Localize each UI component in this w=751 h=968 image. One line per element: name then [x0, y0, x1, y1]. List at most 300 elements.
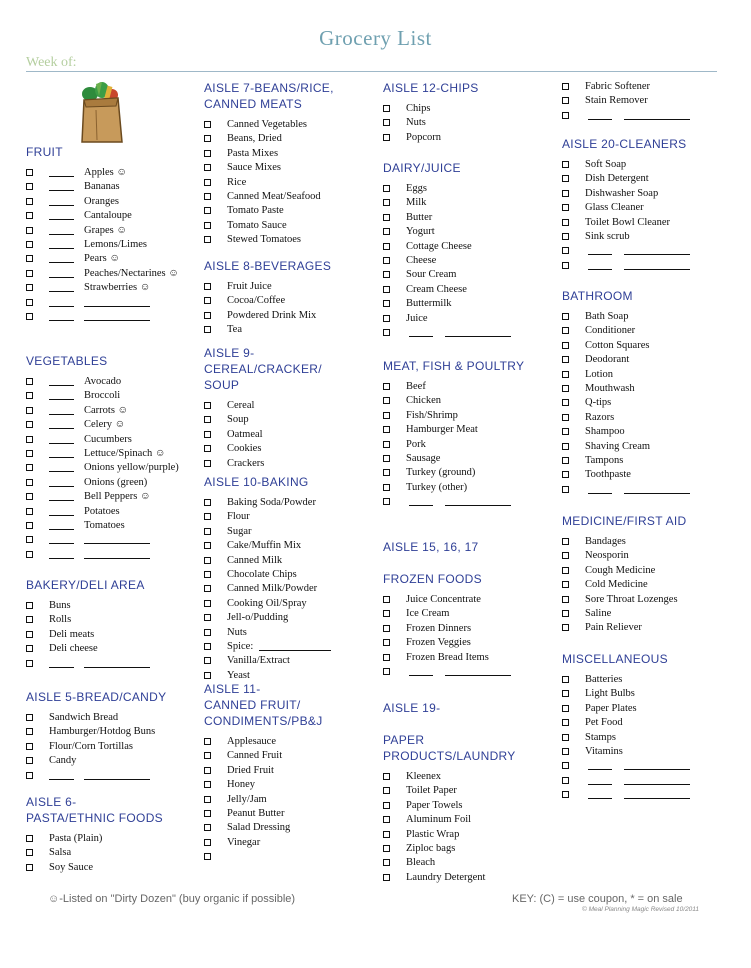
item-checkbox[interactable]	[562, 371, 569, 378]
quantity-blank[interactable]	[49, 529, 74, 530]
list-item	[383, 394, 548, 408]
list-item	[383, 131, 548, 145]
quantity-blank[interactable]	[49, 558, 74, 559]
section-heading: VEGETABLES	[26, 354, 108, 368]
list-item	[562, 201, 727, 215]
list-item	[26, 461, 191, 475]
item-checkbox[interactable]	[204, 164, 211, 171]
item-checkbox[interactable]	[26, 299, 33, 306]
item-checkbox[interactable]	[562, 342, 569, 349]
item-checkbox[interactable]	[204, 781, 211, 788]
list-item	[204, 793, 369, 807]
list-item	[562, 411, 727, 425]
item-checkbox[interactable]	[26, 714, 33, 721]
list-item	[383, 856, 548, 870]
item-checkbox[interactable]	[562, 83, 569, 90]
list-item	[383, 438, 548, 452]
item-checkbox[interactable]	[26, 436, 33, 443]
spice-blank[interactable]	[259, 650, 331, 651]
item-checkbox[interactable]	[204, 402, 211, 409]
item-checkbox[interactable]	[204, 121, 211, 128]
item-checkbox[interactable]	[26, 602, 33, 609]
list-item	[26, 490, 191, 504]
item-checkbox[interactable]	[26, 183, 33, 190]
quantity-blank[interactable]	[49, 667, 74, 668]
section-heading: AISLE 15, 16, 17	[383, 540, 479, 554]
item-label: Applesauce	[227, 736, 276, 747]
item-checkbox[interactable]	[562, 777, 569, 784]
item-checkbox[interactable]	[562, 762, 569, 769]
item-label: Aluminum Foil	[406, 814, 472, 826]
list-item	[383, 636, 548, 650]
list-item	[204, 611, 369, 625]
item-checkbox[interactable]	[26, 212, 33, 219]
item-checkbox[interactable]	[562, 97, 569, 104]
write-in-blank[interactable]	[84, 306, 150, 307]
item-checkbox[interactable]	[204, 460, 211, 467]
item-checkbox[interactable]	[562, 567, 569, 574]
item-checkbox[interactable]	[204, 416, 211, 423]
item-checkbox[interactable]	[383, 469, 390, 476]
quantity-blank[interactable]	[49, 500, 74, 501]
write-in-blank[interactable]	[624, 798, 690, 799]
item-checkbox[interactable]	[383, 787, 390, 794]
item-label: Razors	[585, 411, 615, 423]
item-checkbox[interactable]	[383, 315, 390, 322]
quantity-blank[interactable]	[49, 515, 74, 516]
quantity-blank[interactable]	[588, 493, 612, 494]
quantity-blank[interactable]	[49, 234, 74, 235]
write-in-blank[interactable]	[624, 119, 690, 120]
item-checkbox[interactable]	[562, 190, 569, 197]
list-item	[26, 238, 191, 252]
list-item	[562, 158, 727, 172]
item-label: Tampons	[585, 455, 624, 466]
quantity-blank[interactable]	[49, 291, 74, 292]
item-checkbox[interactable]	[26, 313, 33, 320]
item-checkbox[interactable]	[204, 513, 211, 520]
item-checkbox[interactable]	[26, 757, 33, 764]
item-checkbox[interactable]	[562, 161, 569, 168]
write-in-blank[interactable]	[84, 779, 150, 780]
list-item	[562, 745, 727, 759]
item-checkbox[interactable]	[204, 824, 211, 831]
item-checkbox[interactable]	[26, 631, 33, 638]
item-label: Powdered Drink Mix	[227, 309, 317, 321]
item-label: Paper Plates	[585, 702, 637, 714]
write-in-blank[interactable]	[84, 543, 150, 544]
item-label: Jell-o/Pudding	[227, 612, 289, 624]
item-checkbox[interactable]	[383, 441, 390, 448]
write-in-blank[interactable]	[624, 769, 690, 770]
item-checkbox[interactable]	[562, 356, 569, 363]
item-checkbox[interactable]	[204, 657, 211, 664]
list-item	[562, 687, 727, 701]
item-checkbox[interactable]	[383, 119, 390, 126]
item-checkbox[interactable]	[383, 845, 390, 852]
item-checkbox[interactable]	[562, 428, 569, 435]
quantity-blank[interactable]	[49, 219, 74, 220]
item-label: Cereal	[227, 400, 255, 411]
item-checkbox[interactable]	[562, 399, 569, 406]
item-checkbox[interactable]	[562, 262, 569, 269]
item-checkbox[interactable]	[26, 522, 33, 529]
item-checkbox[interactable]	[562, 610, 569, 617]
item-checkbox[interactable]	[204, 796, 211, 803]
item-checkbox[interactable]	[204, 326, 211, 333]
item-checkbox[interactable]	[383, 625, 390, 632]
item-checkbox[interactable]	[26, 835, 33, 842]
item-checkbox[interactable]	[204, 499, 211, 506]
item-label: Pet Food	[585, 717, 623, 729]
write-in-blank[interactable]	[445, 336, 511, 337]
item-label: Cold Medicine	[585, 579, 648, 591]
item-label: Eggs	[406, 183, 427, 194]
item-checkbox[interactable]	[562, 112, 569, 119]
item-checkbox[interactable]	[26, 392, 33, 399]
quantity-blank[interactable]	[588, 119, 612, 120]
list-item	[26, 861, 191, 875]
item-checkbox[interactable]	[383, 802, 390, 809]
list-item	[204, 568, 369, 582]
item-checkbox[interactable]	[383, 105, 390, 112]
list-item	[204, 457, 369, 471]
item-checkbox[interactable]	[26, 407, 33, 414]
item-checkbox[interactable]	[383, 816, 390, 823]
list-item	[26, 476, 191, 490]
item-checkbox[interactable]	[204, 297, 211, 304]
item-checkbox[interactable]	[383, 831, 390, 838]
item-checkbox[interactable]	[562, 327, 569, 334]
item-checkbox[interactable]	[383, 596, 390, 603]
item-checkbox[interactable]	[204, 431, 211, 438]
item-label: Cotton Squares	[585, 339, 650, 351]
write-in-blank[interactable]	[84, 667, 150, 668]
item-checkbox[interactable]	[204, 810, 211, 817]
item-checkbox[interactable]	[26, 169, 33, 176]
item-checkbox[interactable]	[26, 450, 33, 457]
item-checkbox[interactable]	[26, 508, 33, 515]
item-checkbox[interactable]	[562, 690, 569, 697]
item-checkbox[interactable]	[562, 538, 569, 545]
item-checkbox[interactable]	[204, 839, 211, 846]
item-checkbox[interactable]	[562, 219, 569, 226]
write-in-blank[interactable]	[624, 493, 690, 494]
list-item	[383, 607, 548, 621]
quantity-blank[interactable]	[49, 306, 74, 307]
section-heading: CEREAL/CRACKER/	[204, 362, 322, 376]
item-checkbox[interactable]	[383, 397, 390, 404]
quantity-blank[interactable]	[588, 254, 612, 255]
list-item	[26, 281, 191, 295]
item-checkbox[interactable]	[562, 581, 569, 588]
item-checkbox[interactable]	[383, 228, 390, 235]
list-item	[383, 380, 548, 394]
item-label: Lettuce/Spinach ☺	[84, 448, 166, 459]
item-checkbox[interactable]	[562, 385, 569, 392]
item-checkbox[interactable]	[204, 135, 211, 142]
item-label: Bananas	[84, 181, 120, 193]
item-checkbox[interactable]	[383, 654, 390, 661]
list-item	[26, 642, 191, 656]
item-checkbox[interactable]	[562, 233, 569, 240]
quantity-blank[interactable]	[588, 269, 612, 270]
item-checkbox[interactable]	[562, 486, 569, 493]
item-checkbox[interactable]	[204, 283, 211, 290]
item-checkbox[interactable]	[204, 179, 211, 186]
quantity-blank[interactable]	[49, 457, 74, 458]
item-checkbox[interactable]	[383, 329, 390, 336]
item-checkbox[interactable]	[562, 705, 569, 712]
quantity-blank[interactable]	[49, 248, 74, 249]
item-checkbox[interactable]	[562, 596, 569, 603]
item-label: Bath Soap	[585, 311, 629, 322]
item-checkbox[interactable]	[204, 614, 211, 621]
item-checkbox[interactable]	[204, 222, 211, 229]
write-in-blank[interactable]	[445, 505, 511, 506]
item-checkbox[interactable]	[383, 286, 390, 293]
item-checkbox[interactable]	[562, 719, 569, 726]
item-checkbox[interactable]	[562, 552, 569, 559]
item-checkbox[interactable]	[383, 773, 390, 780]
list-item	[26, 224, 191, 238]
write-in-blank[interactable]	[624, 784, 690, 785]
item-checkbox[interactable]	[562, 414, 569, 421]
item-checkbox[interactable]	[26, 864, 33, 871]
quantity-blank[interactable]	[49, 779, 74, 780]
list-item	[26, 166, 191, 180]
list-item	[383, 225, 548, 239]
item-label: Toilet Paper	[406, 785, 457, 797]
item-checkbox[interactable]	[204, 643, 211, 650]
item-label: Buttermilk	[406, 298, 452, 310]
quantity-blank[interactable]	[49, 543, 74, 544]
item-checkbox[interactable]	[562, 734, 569, 741]
item-checkbox[interactable]	[26, 743, 33, 750]
item-checkbox[interactable]	[204, 629, 211, 636]
list-item	[383, 593, 548, 607]
list-item	[562, 259, 727, 273]
quantity-blank[interactable]	[49, 385, 74, 386]
item-checkbox[interactable]	[383, 668, 390, 675]
list-item	[383, 651, 548, 665]
item-checkbox[interactable]	[26, 378, 33, 385]
item-checkbox[interactable]	[383, 610, 390, 617]
item-checkbox[interactable]	[204, 767, 211, 774]
item-checkbox[interactable]	[204, 150, 211, 157]
item-checkbox[interactable]	[26, 270, 33, 277]
item-checkbox[interactable]	[26, 421, 33, 428]
section-heading: PRODUCTS/LAUNDRY	[383, 749, 516, 763]
item-checkbox[interactable]	[204, 672, 211, 679]
item-label: Turkey (ground)	[406, 467, 476, 479]
item-checkbox[interactable]	[26, 479, 33, 486]
item-checkbox[interactable]	[383, 300, 390, 307]
item-checkbox[interactable]	[26, 493, 33, 500]
item-checkbox[interactable]	[204, 193, 211, 200]
item-checkbox[interactable]	[562, 624, 569, 631]
item-checkbox[interactable]	[383, 639, 390, 646]
quantity-blank[interactable]	[49, 471, 74, 472]
week-of-label: Week of:	[26, 55, 77, 70]
item-label: Juice	[406, 312, 428, 324]
item-checkbox[interactable]	[26, 772, 33, 779]
quantity-blank[interactable]	[588, 784, 612, 785]
write-in-blank[interactable]	[445, 675, 511, 676]
item-checkbox[interactable]	[26, 616, 33, 623]
item-checkbox[interactable]	[26, 849, 33, 856]
quantity-blank[interactable]	[49, 190, 74, 191]
item-checkbox[interactable]	[383, 484, 390, 491]
item-label: Fish/Shrimp	[406, 409, 458, 421]
quantity-blank[interactable]	[409, 675, 433, 676]
item-checkbox[interactable]	[204, 738, 211, 745]
item-label: Beans, Dried	[227, 133, 282, 145]
quantity-blank[interactable]	[49, 486, 74, 487]
item-checkbox[interactable]	[204, 853, 211, 860]
item-checkbox[interactable]	[26, 728, 33, 735]
write-in-blank[interactable]	[624, 269, 690, 270]
item-checkbox[interactable]	[562, 791, 569, 798]
item-label: Stain Remover	[585, 95, 648, 107]
item-checkbox[interactable]	[204, 312, 211, 319]
item-checkbox[interactable]	[26, 660, 33, 667]
quantity-blank[interactable]	[49, 176, 74, 177]
quantity-blank[interactable]	[49, 414, 74, 415]
list-item	[26, 195, 191, 209]
quantity-blank[interactable]	[49, 320, 74, 321]
list-item	[383, 268, 548, 282]
item-checkbox[interactable]	[204, 445, 211, 452]
list-item	[562, 94, 727, 108]
item-checkbox[interactable]	[562, 443, 569, 450]
item-checkbox[interactable]	[383, 134, 390, 141]
item-label: Salsa	[49, 847, 72, 859]
item-checkbox[interactable]	[26, 284, 33, 291]
item-label: Lemons/Limes	[84, 239, 147, 250]
quantity-blank[interactable]	[588, 769, 612, 770]
item-checkbox[interactable]	[562, 313, 569, 320]
item-checkbox[interactable]	[26, 536, 33, 543]
item-checkbox[interactable]	[26, 198, 33, 205]
item-checkbox[interactable]	[204, 207, 211, 214]
item-checkbox[interactable]	[383, 271, 390, 278]
list-item	[204, 582, 369, 596]
write-in-blank[interactable]	[84, 320, 150, 321]
item-checkbox[interactable]	[562, 748, 569, 755]
item-label: Popcorn	[406, 131, 441, 143]
item-checkbox[interactable]	[204, 752, 211, 759]
item-checkbox[interactable]	[26, 551, 33, 558]
item-checkbox[interactable]	[383, 257, 390, 264]
item-label: Strawberries ☺	[84, 282, 151, 294]
item-label: Buns	[49, 600, 71, 611]
item-checkbox[interactable]	[204, 571, 211, 578]
item-checkbox[interactable]	[383, 874, 390, 881]
item-checkbox[interactable]	[562, 247, 569, 254]
item-checkbox[interactable]	[562, 457, 569, 464]
quantity-blank[interactable]	[49, 399, 74, 400]
list-item	[383, 828, 548, 842]
quantity-blank[interactable]	[49, 262, 74, 263]
item-checkbox[interactable]	[383, 859, 390, 866]
item-label: Cream Cheese	[406, 283, 467, 295]
item-checkbox[interactable]	[383, 185, 390, 192]
item-checkbox[interactable]	[383, 243, 390, 250]
write-in-blank[interactable]	[624, 254, 690, 255]
item-checkbox[interactable]	[562, 471, 569, 478]
quantity-blank[interactable]	[49, 205, 74, 206]
list-item	[204, 539, 369, 553]
item-checkbox[interactable]	[383, 214, 390, 221]
item-label: Canned Milk/Powder	[227, 583, 318, 595]
list-item	[383, 466, 548, 480]
item-checkbox[interactable]	[383, 412, 390, 419]
item-checkbox[interactable]	[26, 241, 33, 248]
write-in-blank[interactable]	[84, 558, 150, 559]
item-checkbox[interactable]	[204, 528, 211, 535]
list-item	[562, 549, 727, 563]
item-checkbox[interactable]	[204, 557, 211, 564]
item-checkbox[interactable]	[26, 227, 33, 234]
list-item	[383, 196, 548, 210]
item-checkbox[interactable]	[26, 645, 33, 652]
item-label: Stewed Tomatoes	[227, 234, 302, 246]
item-label: Sandwich Bread	[49, 712, 119, 723]
section-heading: PASTA/ETHNIC FOODS	[26, 811, 163, 825]
item-checkbox[interactable]	[383, 199, 390, 206]
quantity-blank[interactable]	[409, 336, 433, 337]
item-checkbox[interactable]	[26, 464, 33, 471]
item-checkbox[interactable]	[204, 236, 211, 243]
item-label: Plastic Wrap	[406, 828, 460, 840]
quantity-blank[interactable]	[49, 443, 74, 444]
item-label: Baking Soda/Powder	[227, 497, 316, 508]
item-label: Juice Concentrate	[406, 594, 481, 605]
list-item	[562, 230, 727, 244]
item-checkbox[interactable]	[383, 498, 390, 505]
section-heading: PAPER	[383, 733, 425, 747]
item-checkbox[interactable]	[204, 600, 211, 607]
item-checkbox[interactable]	[204, 585, 211, 592]
list-item	[562, 621, 727, 635]
item-checkbox[interactable]	[562, 204, 569, 211]
item-label: Chocolate Chips	[227, 569, 297, 580]
item-checkbox[interactable]	[562, 175, 569, 182]
item-checkbox[interactable]	[204, 542, 211, 549]
list-item	[26, 657, 191, 671]
list-item	[26, 447, 191, 461]
list-item	[204, 280, 369, 294]
list-item	[204, 778, 369, 792]
quantity-blank[interactable]	[409, 505, 433, 506]
item-checkbox[interactable]	[562, 676, 569, 683]
item-label: Canned Vegetables	[227, 119, 307, 130]
quantity-blank[interactable]	[49, 428, 74, 429]
list-item	[26, 418, 191, 432]
item-checkbox[interactable]	[383, 383, 390, 390]
quantity-blank[interactable]	[49, 277, 74, 278]
item-checkbox[interactable]	[383, 426, 390, 433]
quantity-blank[interactable]	[588, 798, 612, 799]
item-label: Dried Fruit	[227, 764, 274, 776]
item-label: Frozen Dinners	[406, 622, 472, 634]
item-label: Deodorant	[585, 354, 630, 366]
item-checkbox[interactable]	[26, 255, 33, 262]
item-label: Glass Cleaner	[585, 202, 644, 214]
item-checkbox[interactable]	[383, 455, 390, 462]
item-label: Deli meats	[49, 628, 95, 640]
